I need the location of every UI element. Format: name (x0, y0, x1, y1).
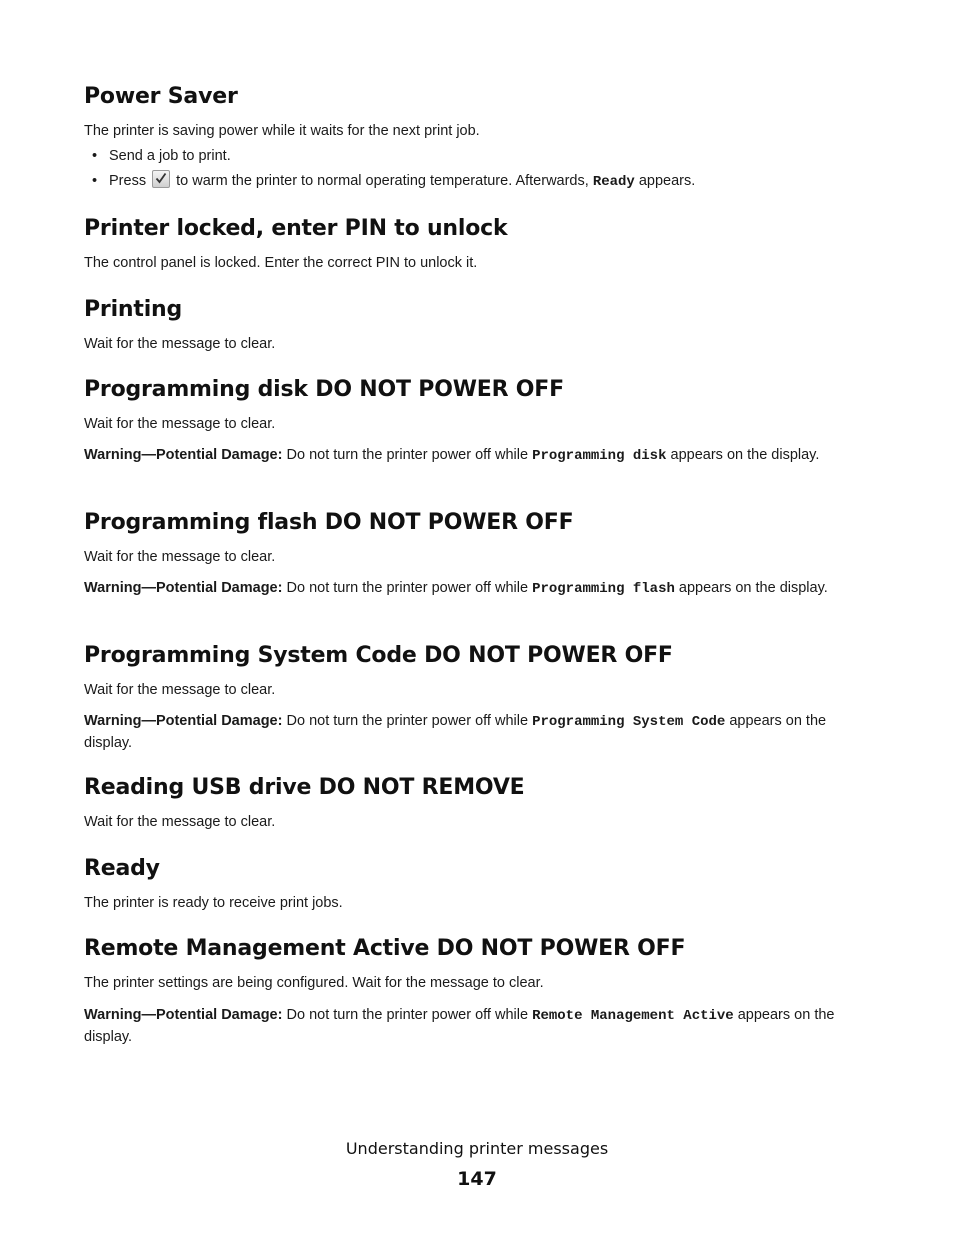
section-heading-ready: Ready (84, 856, 160, 881)
section-heading-programming-flash: Programming flash DO NOT POWER OFF (84, 510, 574, 535)
warning-text: Do not turn the printer power off while (286, 447, 529, 463)
programming-disk-warning (84, 445, 874, 467)
warning-text: appears on the display. (678, 580, 828, 596)
display-message-code: Remote Management Active (532, 1008, 734, 1024)
section-heading-reading-usb: Reading USB drive DO NOT REMOVE (84, 775, 525, 800)
warning-label: Warning—Potential Damage: (84, 447, 283, 463)
programming-flash-warning (84, 578, 874, 600)
section-heading-power-saver: Power Saver (84, 84, 238, 109)
programming-disk-text: Wait for the message to clear. (84, 416, 276, 432)
warning-label: Warning—Potential Damage: (84, 580, 283, 596)
page-number: 147 (457, 1168, 497, 1190)
bullet-icon: • (92, 173, 98, 189)
ready-text: The printer is ready to receive print jobs. (84, 895, 343, 911)
display-message-code: Programming disk (532, 448, 667, 464)
step-text: Send a job to print. (109, 148, 231, 164)
section-heading-printer-locked: Printer locked, enter PIN to unlock (84, 216, 508, 241)
section-heading-remote-management: Remote Management Active DO NOT POWER OFF (84, 936, 686, 961)
programming-flash-text: Wait for the message to clear. (84, 549, 276, 565)
display-message-code: Ready (592, 174, 635, 190)
remote-management-text: The printer settings are being configured. Wait for the message to clear. (84, 975, 544, 991)
section-heading-programming-disk: Programming disk DO NOT POWER OFF (84, 377, 564, 402)
remote-management-warning (84, 1005, 874, 1048)
warning-text: appears on the display. (670, 447, 820, 463)
step-text: Press (109, 173, 147, 189)
display-message-code: Programming flash (532, 581, 675, 597)
check-icon (152, 170, 170, 188)
printer-locked-text: The control panel is locked. Enter the correct PIN to unlock it. (84, 255, 478, 271)
bullet-icon: • (92, 148, 98, 164)
warning-text: appears on the display. (84, 713, 827, 751)
printing-text: Wait for the message to clear. (84, 336, 276, 352)
programming-system-code-text: Wait for the message to clear. (84, 682, 276, 698)
warning-text: Do not turn the printer power off while (286, 1007, 529, 1023)
step-text: appears. (638, 173, 696, 189)
section-heading-programming-system-code: Programming System Code DO NOT POWER OFF (84, 643, 673, 668)
warning-text: Do not turn the printer power off while (286, 580, 529, 596)
warning-label: Warning—Potential Damage: (84, 713, 283, 729)
section-heading-printing: Printing (84, 297, 183, 322)
power-saver-intro: The printer is saving power while it waits for the next print job. (84, 123, 480, 139)
list-item (84, 169, 695, 195)
step-text: to warm the printer to normal operating temperature. Afterwards, (176, 173, 589, 189)
reading-usb-text: Wait for the message to clear. (84, 814, 276, 830)
warning-label: Warning—Potential Damage: (84, 1007, 283, 1023)
power-saver-steps (84, 144, 695, 195)
list-item (84, 144, 695, 169)
display-message-code: Programming System Code (532, 714, 726, 730)
programming-system-code-warning (84, 711, 874, 754)
footer-chapter-title: Understanding printer messages (345, 1139, 609, 1158)
warning-text: Do not turn the printer power off while (286, 713, 529, 729)
warning-text: appears on the display. (84, 1007, 835, 1045)
